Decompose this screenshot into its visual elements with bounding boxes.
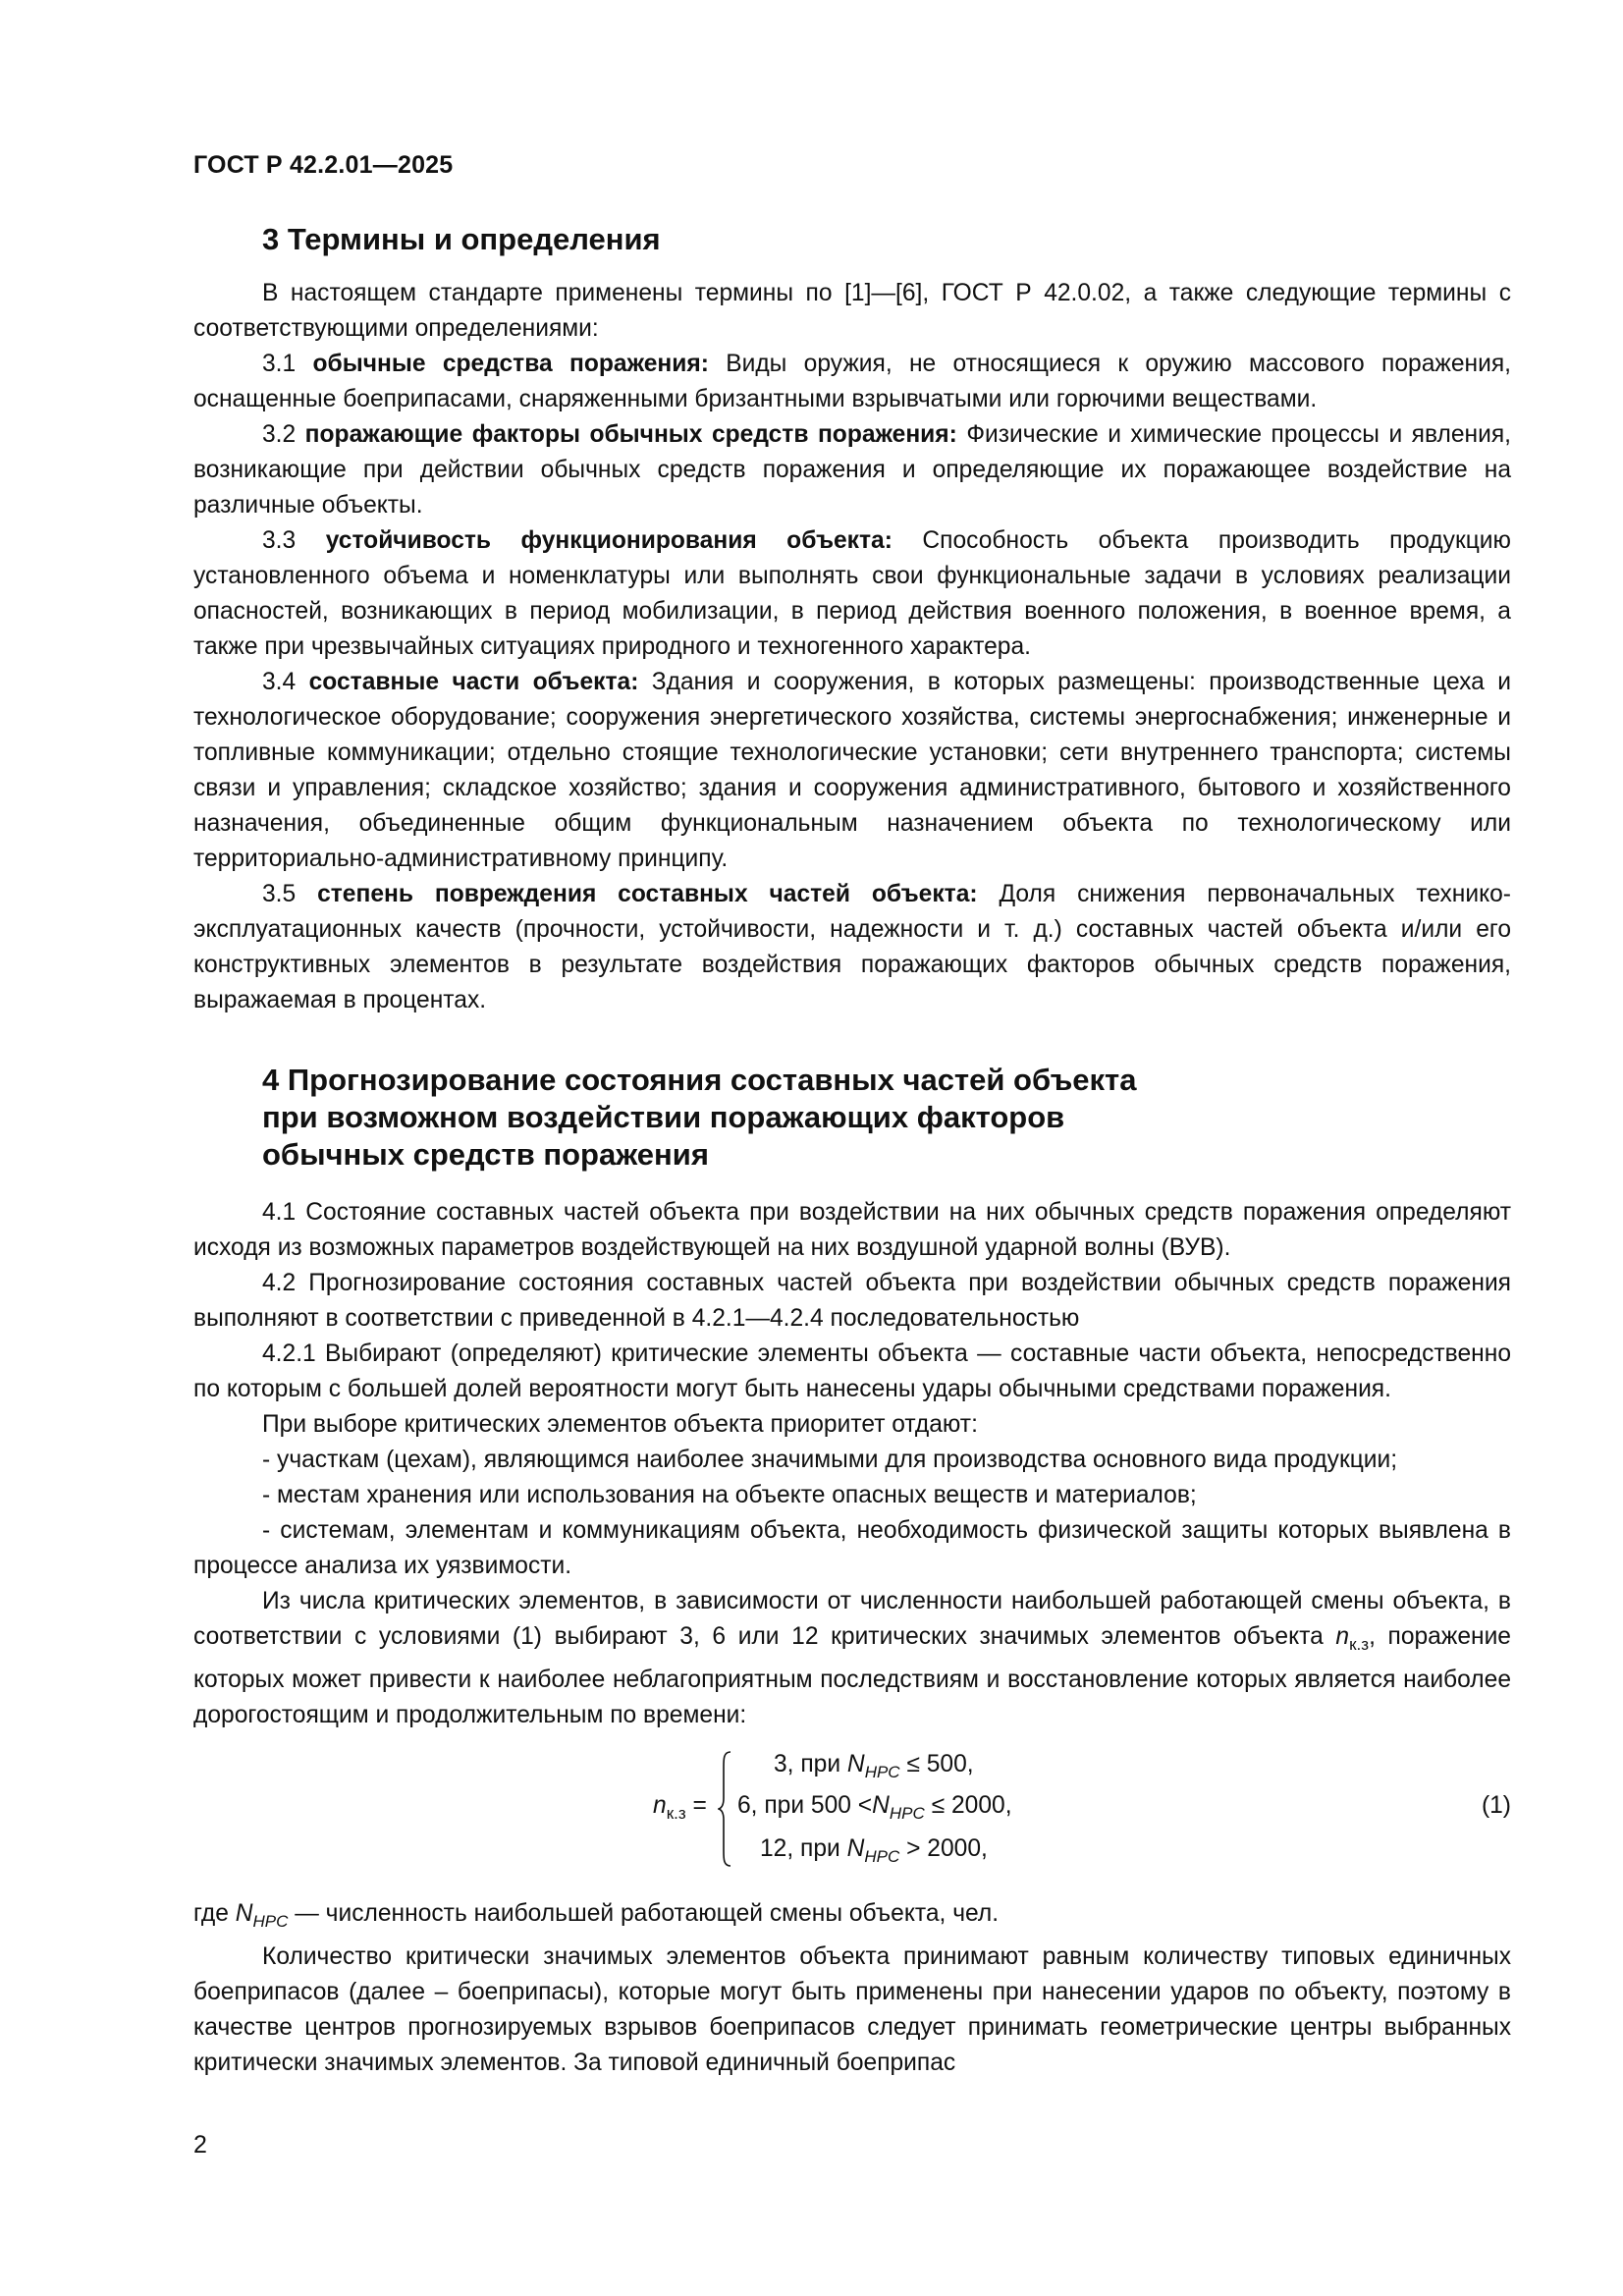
formula-number: (1): [1481, 1792, 1511, 1819]
case-prefix: 3, при: [774, 1751, 847, 1777]
paragraph-4-2: 4.2 Прогнозирование состояния составных частей объекта при воздействии обычных средств поражения выполняют в соответствии с приведенной в 4.2.1—4.2.4 последовательностью: [193, 1270, 1511, 1332]
section-4-title-line: при возможном воздействии поражающих факторов: [262, 1100, 1065, 1134]
formula-lhs: [653, 1788, 707, 1831]
page-content: [193, 221, 1511, 2081]
term-number: 3.1: [262, 351, 313, 377]
formula-case-1: [774, 1747, 974, 1790]
section-4-title-line: 4 Прогнозирование состояния составных частей объекта: [262, 1063, 1137, 1097]
N-symbol: N: [235, 1900, 253, 1927]
priority-item: - системам, элементам и коммуникациям объекта, необходимость физической защиты которых выявлена в процессе анализа их уязвимости.: [193, 1517, 1511, 1579]
term-definition: Способность объекта производить продукцию установленного объема и номенклатуры или выполнять свои функциональные задачи в условиях реализации опасностей, возникающих в период мобилизации, в период действия военного положения, в военное время, а также при чрезвычайных ситуациях природного и техногенного характера.: [193, 527, 1511, 660]
term-3-4: [193, 665, 1511, 877]
case-prefix: 12, при: [760, 1835, 847, 1862]
term-3-2: [193, 417, 1511, 523]
selection-text-before: Из числа критических элементов, в зависимости от численности наибольшей работающей смены объекта, в соответствии с условиями (1) выбирают 3, 6 или 12 критических значимых элементов объекта: [193, 1588, 1511, 1650]
n-subscript: к.з: [1349, 1635, 1370, 1654]
N-subscript: НРС: [864, 1763, 900, 1781]
section-3-intro: В настоящем стандарте применены термины по [1]—[6], ГОСТ Р 42.0.02, а также следующие термины с соответствующими определениями:: [193, 280, 1511, 342]
where-clause: [193, 1896, 1511, 1940]
term-3-5: [193, 877, 1511, 1018]
priority-intro: При выборе критических элементов объекта приоритет отдают:: [262, 1411, 978, 1438]
term-definition: Доля снижения первоначальных технико-эксплуатационных качеств (прочности, устойчивости, надежности и т. д.) составных частей объекта и/или его конструктивных элементов в результате воздействия поражающих факторов обычных средств поражения, выражаемая в процентах.: [193, 881, 1511, 1013]
priority-item: - участкам (цехам), являющимся наиболее значимыми для производства основного вида продукции;: [262, 1447, 1398, 1473]
N-subscript: НРС: [252, 1912, 289, 1931]
formula-case-2: [737, 1788, 1012, 1831]
term-name: составные части объекта:: [308, 669, 639, 695]
N-symbol: N: [872, 1792, 890, 1819]
case-suffix: > 2000,: [899, 1835, 988, 1862]
paragraph-4-2-1: 4.2.1 Выбирают (определяют) критические элементы объекта — составные части объекта, непосредственно по которым с большей долей вероятности могут быть нанесены удары обычными средствами поражения.: [193, 1340, 1511, 1402]
N-subscript: НРС: [864, 1847, 900, 1866]
term-definition: Виды оружия, не относящиеся к оружию массового поражения, оснащенные боеприпасами, снаряженными бризантными взрывчатыми или горючими веществами.: [193, 351, 1511, 412]
where-text: — численность наибольшей работающей смены объекта, чел.: [288, 1900, 1000, 1927]
formula-case-3: [760, 1831, 988, 1875]
case-prefix: 6, при 500 <: [737, 1792, 873, 1819]
N-symbol: N: [846, 1835, 865, 1862]
n-subscript: к.з: [666, 1804, 686, 1823]
term-3-1: [193, 347, 1511, 417]
where-prefix: где: [193, 1900, 236, 1927]
n-symbol: n: [653, 1792, 667, 1819]
term-name: поражающие факторы обычных средств поражения:: [304, 421, 957, 448]
selection-paragraph: [193, 1584, 1511, 1733]
page-number: 2: [193, 2131, 207, 2159]
document-code-header: ГОСТ Р 42.2.01—2025: [193, 151, 454, 179]
section-4-title-line: обычных средств поражения: [262, 1137, 709, 1172]
term-name: обычные средства поражения:: [312, 351, 709, 377]
section-4-title: [262, 1062, 1511, 1174]
term-number: 3.4: [262, 669, 309, 695]
case-suffix: ≤ 500,: [899, 1751, 974, 1777]
last-paragraph: Количество критически значимых элементов объекта принимают равным количеству типовых единичных боеприпасов (далее – боеприпасы), которые могут быть применены при нанесении ударов по объекту, поэтому в качестве центров прогнозируемых взрывов боеприпасов следует принимать геометрические центры выбранных критически значимых элементов. За типовой единичный боеприпас: [193, 1943, 1511, 2076]
term-definition: Здания и сооружения, в которых размещены: производственные цеха и технологическое оборудование; сооружения энергетического хозяйства, системы энергоснабжения; инженерные и топливные коммуникации; отдельно стоящие технологические установки; сети внутреннего транспорта; системы связи и управления; складское хозяйство; здания и сооружения административного, бытового и хозяйственного назначения, объединенные общим функциональным назначением объекта по технологическому или территориально-административному принципу.: [193, 669, 1511, 872]
term-name: степень повреждения составных частей объекта:: [317, 881, 978, 907]
case-suffix: ≤ 2000,: [924, 1792, 1012, 1819]
term-number: 3.2: [262, 421, 305, 448]
n-symbol: n: [1335, 1623, 1350, 1650]
paragraph-4-1: 4.1 Состояние составных частей объекта при воздействии на них обычных средств поражения определяют исходя из возможных параметров воздействующей на них воздушной ударной волны (ВУВ).: [193, 1199, 1511, 1261]
section-3-title: 3 Термины и определения: [262, 222, 661, 256]
term-number: 3.3: [262, 527, 326, 554]
term-name: устойчивость функционирования объекта:: [325, 527, 893, 554]
N-subscript: НРС: [889, 1804, 925, 1823]
N-symbol: N: [846, 1751, 865, 1777]
term-definition: Физические и химические процессы и явления, возникающие при действии обычных средств поражения и определяющие их поражающее воздействие на различные объекты.: [193, 421, 1512, 519]
priority-item: - местам хранения или использования на объекте опасных веществ и материалов;: [262, 1482, 1197, 1508]
term-number: 3.5: [262, 881, 318, 907]
term-3-3: [193, 523, 1511, 665]
equals-sign: =: [685, 1792, 707, 1819]
left-brace-icon: [718, 1751, 731, 1867]
formula-1: [193, 1743, 1511, 1879]
selection-text-after: , поражение которых может привести к наиболее неблагоприятным последствиям и восстановление которых является наиболее дорогостоящим и продолжительным по времени:: [193, 1623, 1511, 1728]
